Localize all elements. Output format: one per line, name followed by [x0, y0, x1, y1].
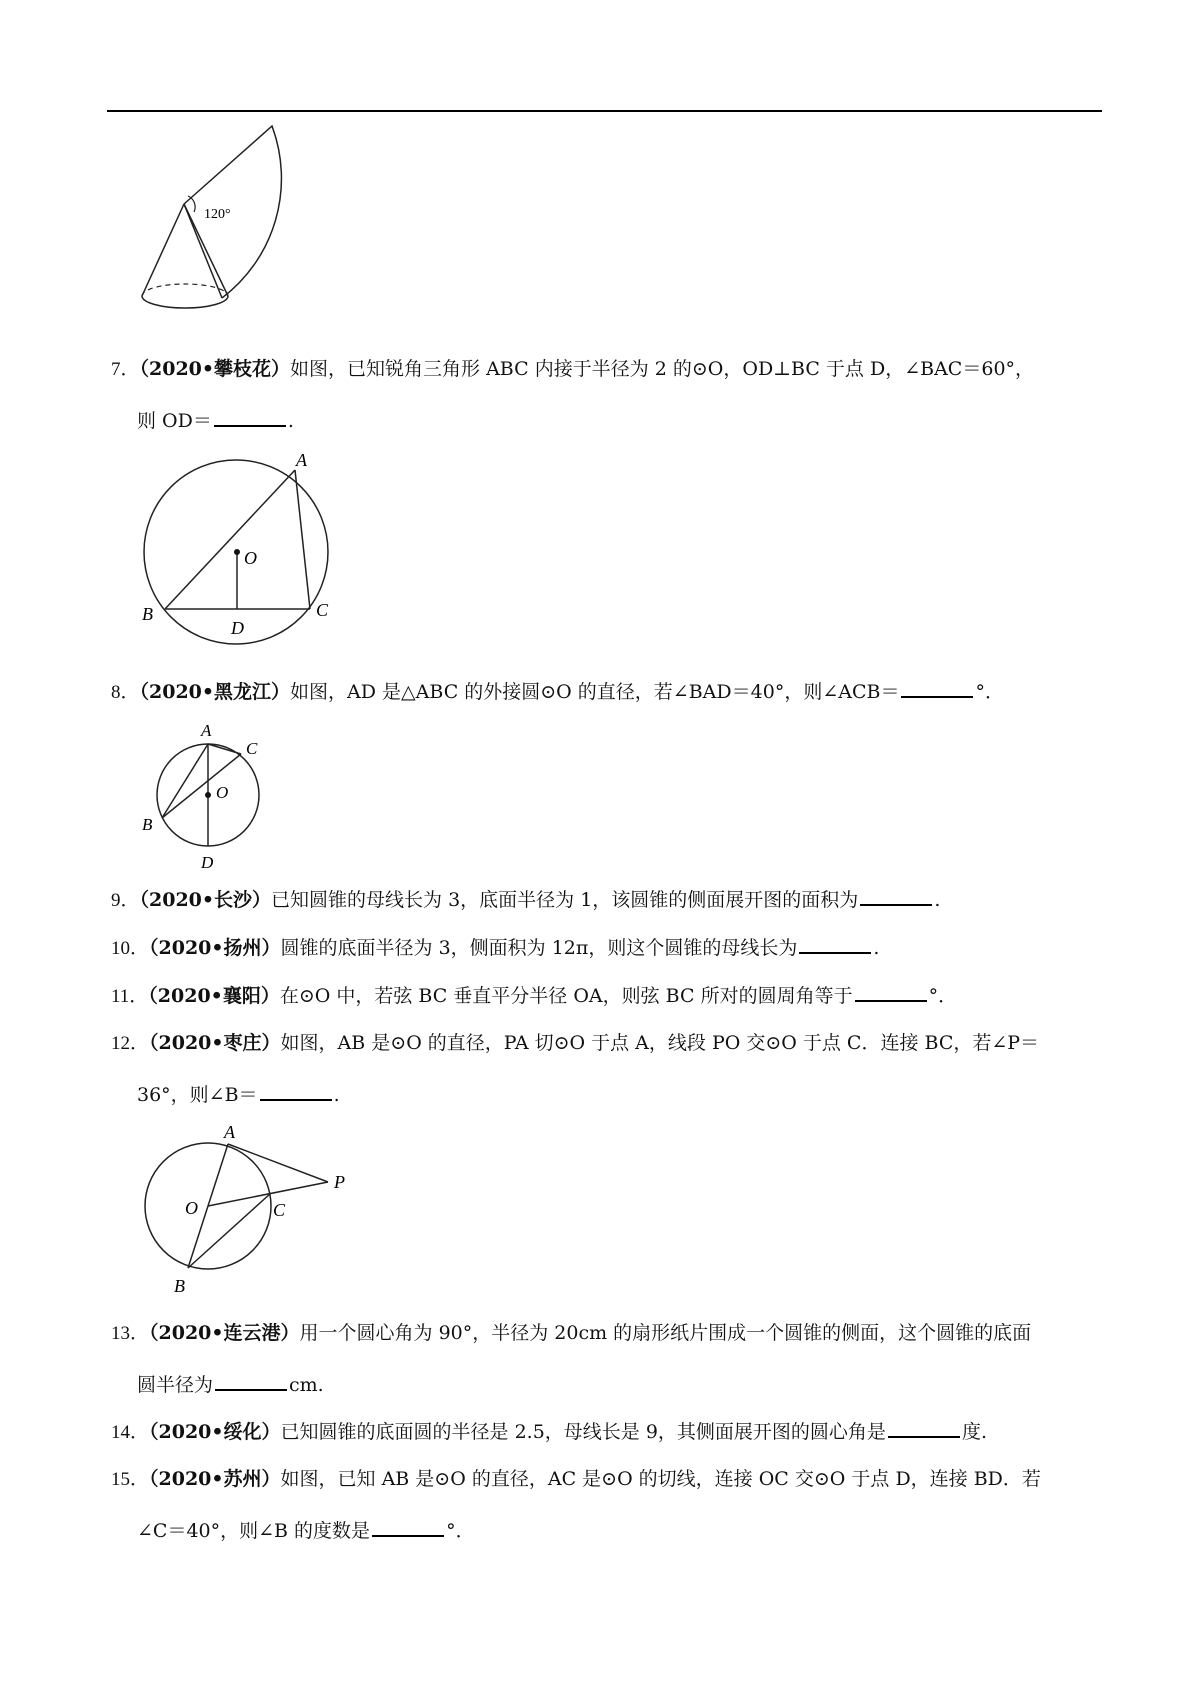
label-O: O: [185, 1198, 198, 1218]
cone-angle-label: 120°: [204, 207, 231, 222]
question-source: （2020•连云港）: [149, 1322, 300, 1344]
question-source: （2020•襄阳）: [148, 985, 280, 1007]
question-text: °．: [446, 1520, 475, 1542]
question-9: [111, 888, 940, 912]
question-number: 11．: [111, 986, 149, 1007]
question-source: （2020•枣庄）: [149, 1032, 281, 1054]
question-number: 12．: [111, 1033, 150, 1054]
label-C: C: [246, 739, 258, 758]
question-text: 如图，AD 是△ABC 的外接圆⊙O 的直径，若∠BAD＝40°，则∠ACB＝: [290, 681, 900, 703]
question-number: 15．: [111, 1469, 150, 1490]
question-source: （2020•绥化）: [149, 1421, 281, 1443]
question-source: （2020•长沙）: [139, 889, 272, 911]
question-text: 圆锥的底面半径为 3，侧面积为 12π，则这个圆锥的母线长为: [280, 937, 798, 959]
q12-figure: [130, 1122, 370, 1302]
question-number: 13．: [111, 1323, 150, 1344]
answer-blank[interactable]: [901, 680, 973, 698]
q8-figure: [136, 718, 286, 878]
answer-blank[interactable]: [799, 936, 871, 954]
question-number: 8．: [111, 682, 140, 703]
answer-blank[interactable]: [860, 888, 932, 906]
question-7: [111, 358, 1034, 432]
label-A: A: [224, 1122, 235, 1142]
question-text: .: [333, 1084, 340, 1106]
answer-blank[interactable]: [855, 984, 927, 1002]
label-A: A: [296, 452, 307, 470]
label-P: P: [334, 1172, 345, 1192]
question-number: 7．: [111, 359, 140, 380]
question-text: ∠C＝40°，则∠B 的度数是: [137, 1520, 371, 1542]
question-text: 如图，AB 是⊙O 的直径，PA 切⊙O 于点 A，线段 PO 交⊙O 于点 C．连接 BC，若∠P＝: [280, 1032, 1040, 1054]
label-C: C: [316, 600, 329, 620]
question-text: 已知圆锥的母线长为 3，底面半径为 1，该圆锥的侧面展开图的面积为: [271, 889, 859, 911]
question-source: （2020•攀枝花）: [139, 358, 291, 380]
question-source: （2020•苏州）: [149, 1468, 281, 1490]
question-11: [111, 984, 957, 1008]
question-text: 已知圆锥的底面圆的半径是 2.5，母线长是 9，其侧面展开图的圆心角是: [280, 1421, 886, 1443]
question-text: .: [934, 889, 941, 911]
answer-blank[interactable]: [214, 409, 286, 427]
question-source: （2020•黑龙江）: [139, 681, 291, 703]
label-B: B: [142, 604, 153, 624]
question-14: [111, 1420, 987, 1444]
cone-figure: [130, 118, 310, 338]
label-O: O: [216, 783, 229, 802]
question-text: 如图，已知锐角三角形 ABC 内接于半径为 2 的⊙O，OD⊥BC 于点 D，∠BAC＝60°，: [290, 358, 1035, 380]
label-D: D: [201, 853, 214, 872]
q7-figure: [130, 452, 350, 652]
question-text: cm.: [289, 1374, 324, 1396]
label-B: B: [142, 815, 153, 834]
answer-blank[interactable]: [215, 1373, 287, 1391]
answer-blank[interactable]: [888, 1420, 960, 1438]
question-12: [111, 1032, 1039, 1106]
question-8: [111, 680, 1004, 704]
label-O: O: [244, 548, 257, 568]
label-A: A: [201, 721, 212, 740]
question-text: 度.: [961, 1421, 987, 1443]
question-text: 在⊙O 中，若弦 BC 垂直平分半径 OA，则弦 BC 所对的圆周角等于: [279, 985, 853, 1007]
question-text: 则 OD＝: [137, 410, 212, 432]
question-number: 14．: [111, 1422, 150, 1443]
header-rule: [107, 110, 1102, 112]
question-number: 9．: [111, 890, 140, 911]
question-text: °．: [975, 681, 1004, 703]
label-C: C: [273, 1200, 286, 1220]
question-15: [111, 1468, 1041, 1542]
question-text: 36°，则∠B＝: [137, 1084, 258, 1106]
answer-blank[interactable]: [260, 1083, 332, 1101]
question-10: [111, 936, 879, 960]
label-B: B: [174, 1276, 185, 1296]
question-text: 圆半径为: [137, 1374, 214, 1396]
question-text: 如图，已知 AB 是⊙O 的直径，AC 是⊙O 的切线，连接 OC 交⊙O 于点 D，连接 BD．若: [280, 1468, 1041, 1490]
question-text: 用一个圆心角为 90°，半径为 20cm 的扇形纸片围成一个圆锥的侧面，这个圆锥的底面: [299, 1322, 1032, 1344]
question-text: .: [287, 410, 294, 432]
question-number: 10．: [111, 938, 150, 959]
answer-blank[interactable]: [372, 1519, 444, 1537]
question-text: °．: [928, 985, 958, 1007]
question-text: .: [873, 937, 880, 959]
question-13: [111, 1322, 1031, 1396]
question-source: （2020•扬州）: [149, 937, 281, 959]
label-D: D: [231, 618, 244, 638]
